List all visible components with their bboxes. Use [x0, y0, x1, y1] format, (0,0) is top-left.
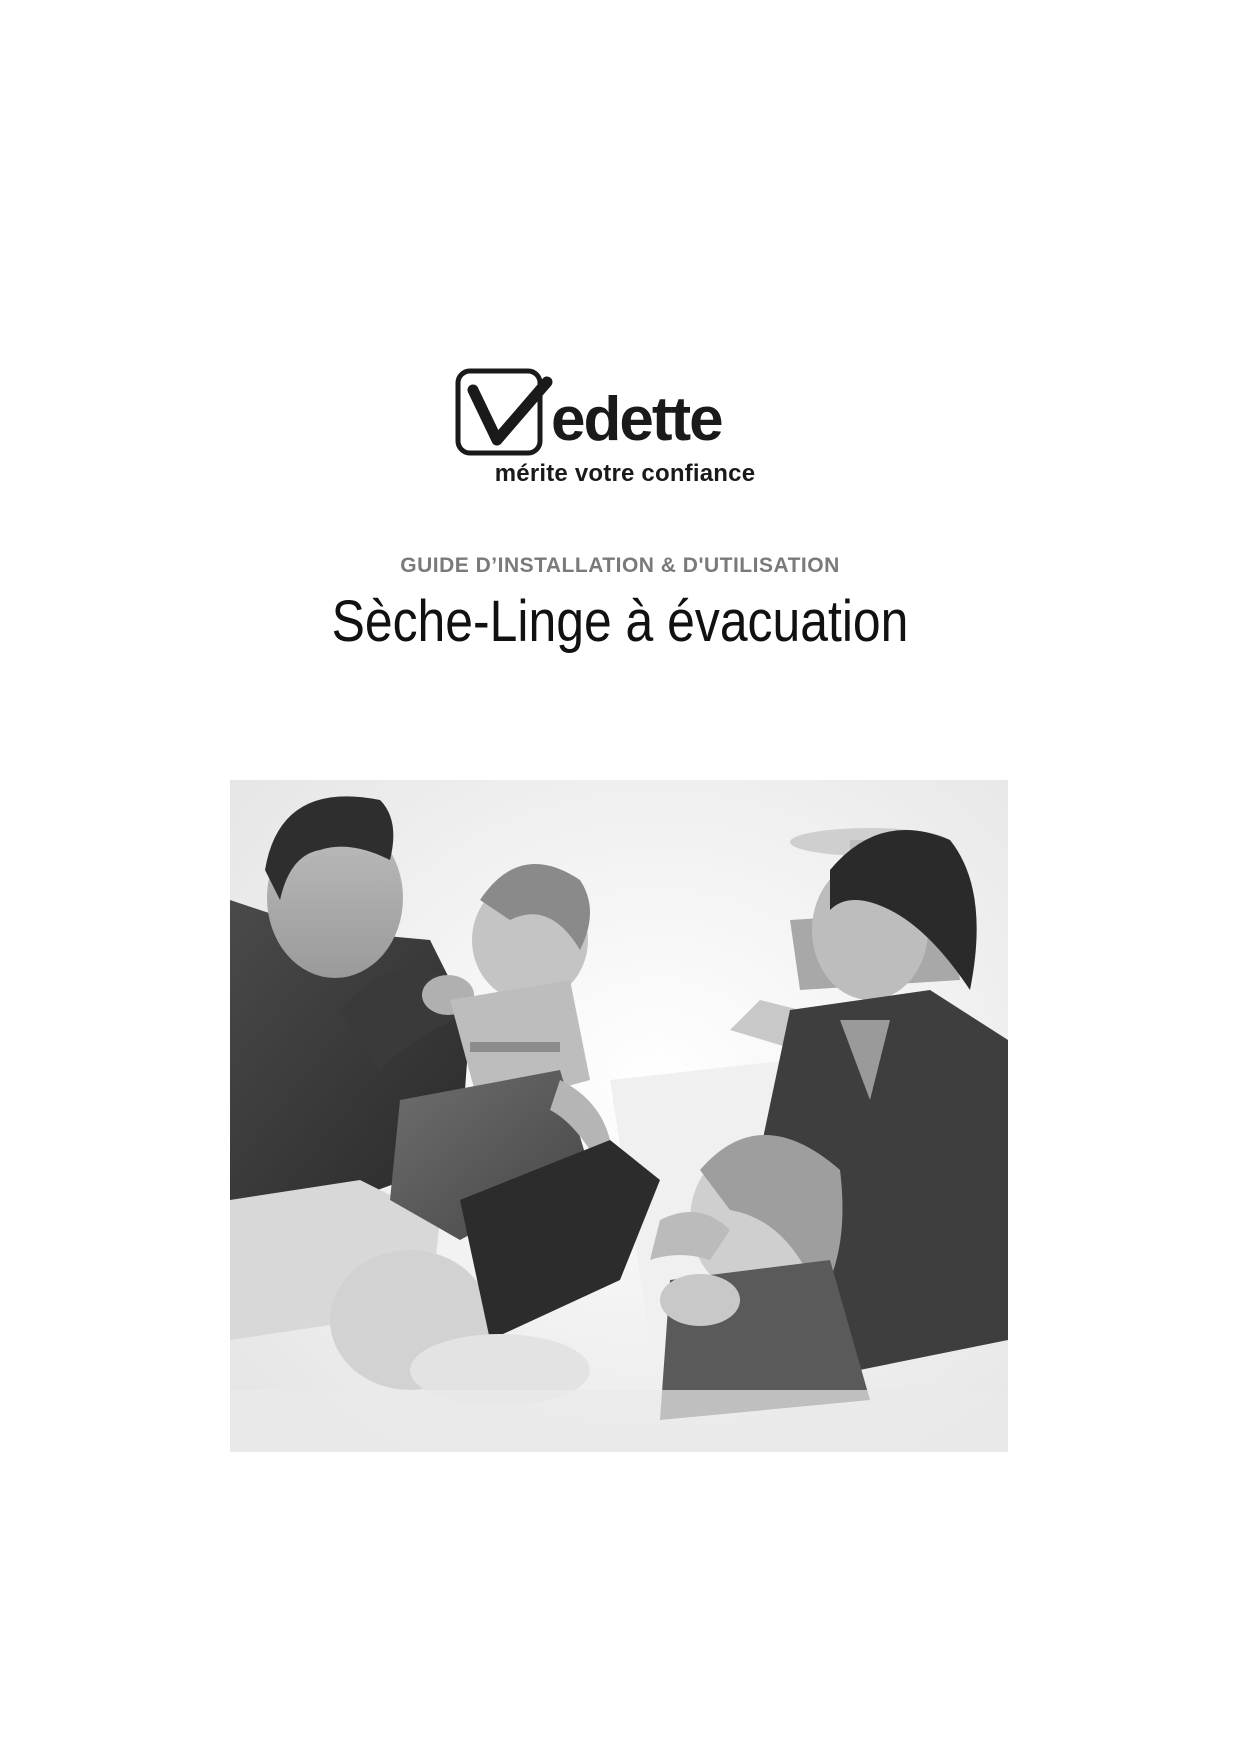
document-title: Sèche-Linge à évacuation: [331, 589, 909, 654]
svg-text:edette: edette: [551, 385, 722, 454]
cover-photo: [230, 780, 1008, 1452]
brand-logo: [455, 368, 795, 494]
document-subtitle: GUIDE D’INSTALLATION & D'UTILISATION: [400, 554, 840, 577]
family-photo-icon: [230, 780, 1008, 1452]
brand-tagline: mérite votre confiance: [494, 460, 756, 487]
vedette-logo-icon: [455, 368, 795, 460]
